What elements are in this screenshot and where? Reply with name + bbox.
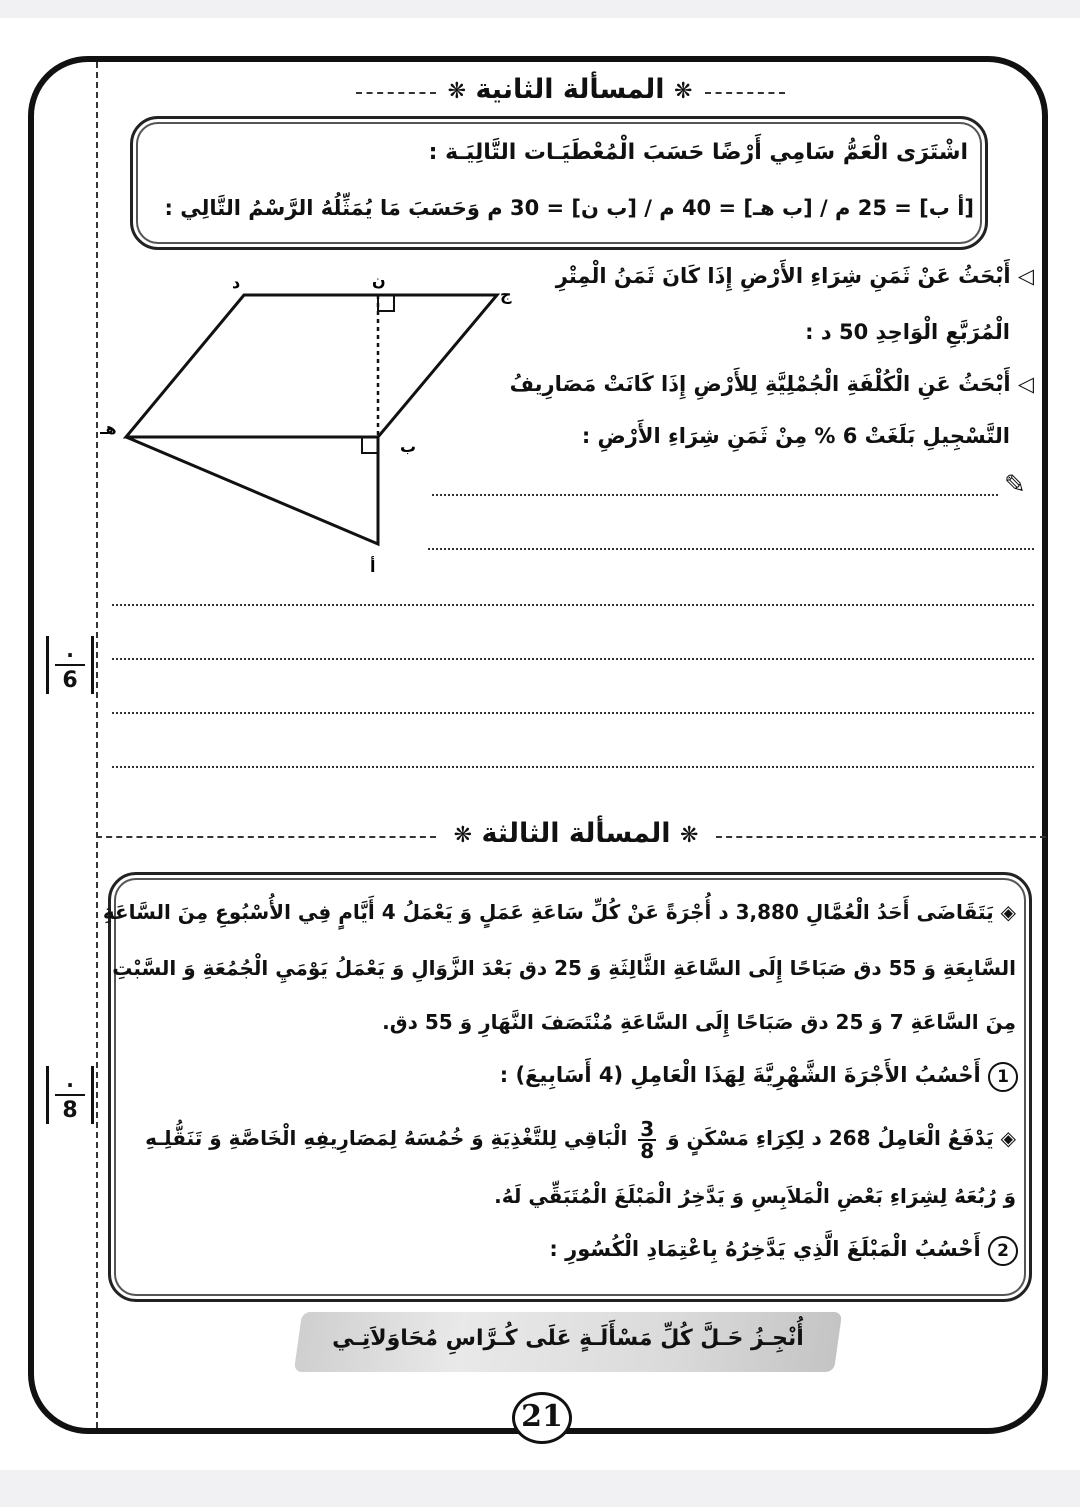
ornament-icon: ❋ [453,823,473,848]
right-angle-b [362,437,378,453]
title-rule-right [716,836,1046,838]
problem3-score-box [46,1066,94,1124]
problem2-q2 [510,372,1034,396]
problem3-line4-part2: الْبَاقِي لِلتَّغْذِيَةِ وَ خُمُسَهُ لِمَصَارِيفِهِ الْخَاصَّةِ وَ تَنَقُّلِـهِ [145,1126,628,1150]
score-total: 8 [62,1098,78,1123]
title-rule-left [96,836,436,838]
problem2-title-text: المسألة الثانية [475,74,665,105]
problem2-title [430,74,710,105]
title-rule-right [705,92,785,94]
problem3-line5: وَ رُبُعَهُ لِشِرَاءِ بَعْضِ الْمَلاَبِسِ وَ يَدَّخِرُ الْمَبْلَغَ الْمُتَبَقِّي لَهُ. [494,1184,1016,1208]
problem2-q1 [556,264,1034,288]
question-number-2: 2 [988,1236,1018,1266]
problem2-q2-line2: التَّسْجِيلِ بَلَغَتْ 6 % مِنْ ثَمَنِ شِرَاءِ الأَرْضِ : [581,424,1010,448]
problem3-q1-text: أَحْسُبُ الأَجْرَةَ الشَّهْرِيَّةَ لِهَذَا الْعَامِلِ (4 أَسَابِيعَ) : [499,1063,981,1087]
problem2-data-box [130,116,988,250]
problem2-intro-line1: اشْتَرَى الْعَمُّ سَامِي أَرْضًا حَسَبَ الْمُعْطَيَـات التَّالِيَـة : [428,140,968,165]
margin-line [96,62,98,1428]
problem2-q2-line1: أَبْحَثُ عَنِ الْكُلْفَةِ الْجُمْلِيَّةِ لِلأَرْضِ إِذَا كَانَتْ مَصَارِيفُ [509,372,1011,396]
label-b: ب [400,437,417,456]
label-d: د [232,273,241,292]
answer-line[interactable] [432,494,998,496]
problem2-q1-line1: أَبْحَثُ عَنْ ثَمَنِ شِرَاءِ الأَرْضِ إِذَا كَانَ ثَمَنُ الْمِتْرِ [555,264,1011,288]
problem3-title [436,818,716,849]
footer-banner-text: أُنْجِـزُ حَـلَّ كُلِّ مَسْأَلَـةٍ عَلَى كُـرَّاسِ مُحَاوَلاَتِـي [332,1326,804,1351]
problem2-score-box [46,636,94,694]
label-a: أ [370,557,376,576]
answer-line[interactable] [112,604,1034,606]
answer-line[interactable] [112,766,1034,768]
diamond-bullet-icon: ◈ [1000,900,1016,924]
score-mark: . [66,1068,74,1092]
problem3-line4 [145,1118,1016,1161]
problem3-line4-part1: يَدْفَعُ الْعَامِلُ 268 د لِكِرَاءِ مَسْكَنٍ وَ [667,1126,994,1150]
parallelogram-shape [126,295,497,437]
diamond-bullet-icon: ◈ [1000,1126,1016,1150]
problem3-title-text: المسألة الثالثة [481,818,671,849]
triangle-bullet-icon: ◁ [1017,264,1034,288]
pencil-icon: ✎ [1004,470,1026,500]
problem3-q2 [549,1236,1018,1266]
fraction-numerator: 3 [640,1116,655,1141]
problem3-line2: السَّابِعَةِ وَ 55 دق صَبَاحًا إِلَى السَّاعَةِ الثَّالِثَةِ وَ 25 دق بَعْدَ الزَّوَالِ وَ يَعْمَلُ يَوْمَيِ الْجُمُعَةِ وَ السَّبْتِ [112,956,1016,980]
right-angle-n [378,295,394,311]
label-h: هـ [100,419,117,438]
ornament-icon: ❋ [673,79,693,104]
problem3-q2-text: أَحْسُبُ الْمَبْلَغَ الَّذِي يَدَّخِرُهُ بِاعْتِمَادِ الْكُسُورِ : [549,1237,981,1261]
ornament-icon: ❋ [679,823,699,848]
label-n: ن [372,271,386,290]
answer-line[interactable] [112,712,1034,714]
score-rule [55,1094,85,1096]
fraction-denominator: 8 [640,1138,655,1163]
answer-line[interactable] [428,548,1034,550]
title-rule-left [356,92,436,94]
question-number-1: 1 [988,1062,1018,1092]
triangle-shape [126,437,378,544]
fraction [638,1116,656,1163]
land-figure [100,262,530,582]
problem3-line1-text: يَتَقَاضَى أَحَدُ الْعُمَّالِ 3,880 د أُجْرَةً عَنْ كُلِّ سَاعَةِ عَمَلٍ وَ يَعْمَلُ 4 أَيَّامٍ فِي الأُسْبُوعِ مِنَ السَّاعَةِ [102,900,994,924]
triangle-bullet-icon: ◁ [1017,372,1034,396]
ornament-icon: ❋ [447,79,467,104]
problem3-line1 [103,900,1016,924]
problem2-intro-line2: [أ ب] = 25 م / [ب هـ] = 40 م / [ب ن] = 30 م وَحَسَبَ مَا يُمَثِّلُهُ الرَّسْمُ التَّالِي : [164,196,974,220]
problem3-line3: مِنَ السَّاعَةِ 7 وَ 25 دق صَبَاحًا إِلَى السَّاعَةِ مُنْتَصَفَ النَّهَارِ وَ 55 دق. [382,1010,1016,1034]
score-total: 6 [62,668,78,693]
answer-line[interactable] [112,658,1034,660]
problem3-q1 [500,1062,1018,1092]
score-rule [55,664,85,666]
page-number: 21 [512,1392,572,1444]
problem2-q1-line2: الْمُرَبَّعِ الْوَاحِدِ 50 د : [805,320,1010,344]
label-j: ج [500,285,512,304]
score-mark: . [66,638,74,662]
